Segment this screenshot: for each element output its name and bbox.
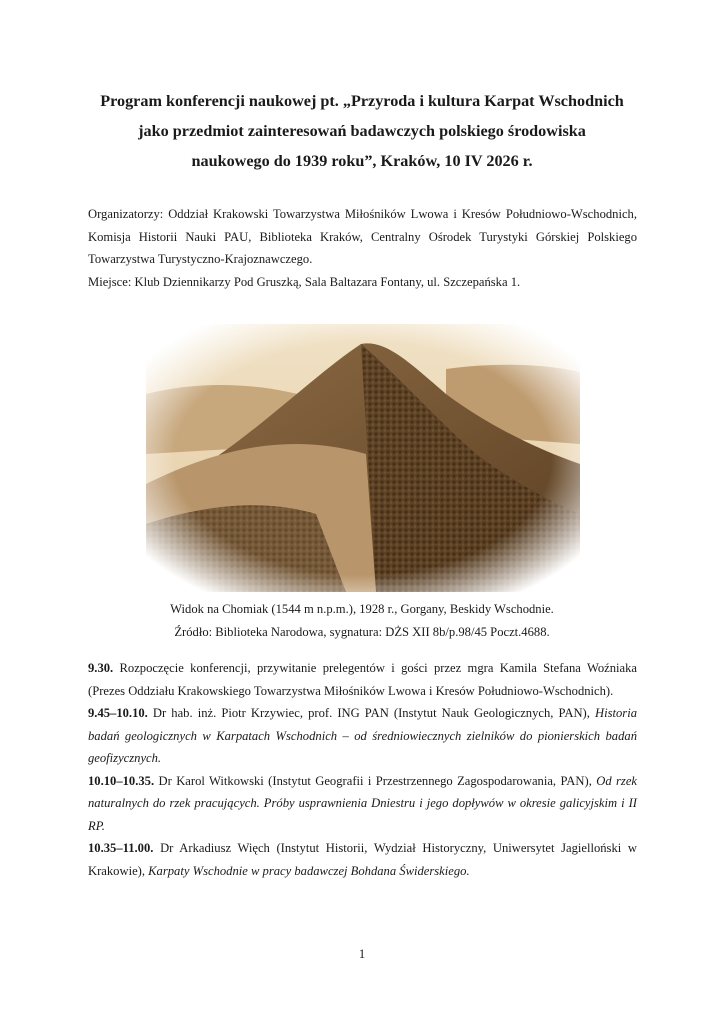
program-item xyxy=(88,702,637,770)
program-time: 10.35–11.00. xyxy=(88,841,154,855)
venue-text: Miejsce: Klub Dziennikarzy Pod Gruszką, Sala Baltazara Fontany, ul. Szczepańska 1. xyxy=(88,274,521,289)
caption-line-2: Źródło: Biblioteka Narodowa, sygnatura: DŻS XII 8b/p.98/45 Poczt.4688. xyxy=(174,624,550,639)
program-text: Rozpoczęcie konferencji, przywitanie prelegentów i gości przez mgra Kamila Stefana Woźniaka (Prezes Oddziału Krakowskiego Towarzystwa Miłośników Lwowa i Kresów Południowo-Wschodnich). xyxy=(88,661,637,698)
program-item xyxy=(88,770,637,838)
program-time: 9.30. xyxy=(88,661,114,675)
program-talk-title: Od rzek naturalnych do rzek pracujących. Próby usprawnienia Dniestru i jego dopływów w okresie galicyjskim i II RP. xyxy=(88,773,637,833)
program-text: Dr Karol Witkowski (Instytut Geografii i Przestrzennego Zagospodarowania, PAN), xyxy=(154,773,597,788)
program-time: 9.45–10.10. xyxy=(88,706,148,720)
title-line-2: jako przedmiot zainteresowań badawczych polskiego środowiska xyxy=(138,122,586,140)
figure-caption xyxy=(60,598,664,643)
program-text: Dr Arkadiusz Więch (Instytut Historii, Wydział Historyczny, Uniwersytet Jagielloński w Krakowie), xyxy=(88,841,637,878)
program-time: 10.10–10.35. xyxy=(88,773,155,788)
program-list xyxy=(88,657,637,882)
program-talk-title: Karpaty Wschodnie w pracy badawczej Bohdana Świderskiego. xyxy=(148,863,470,878)
organizers-block xyxy=(88,203,637,293)
program-talk-title: Historia badań geologicznych w Karpatach Wschodnich – od średniowiecznych zielników do pionierskich badań geofizycznych. xyxy=(88,706,637,765)
mountain-photo xyxy=(146,324,580,592)
program-text: Dr hab. inż. Piotr Krzywiec, prof. ING PAN (Instytut Nauk Geologicznych, PAN), xyxy=(147,706,595,720)
program-item xyxy=(88,837,637,882)
organizers-text: Organizatorzy: Oddział Krakowski Towarzystwa Miłośników Lwowa i Kresów Południowo-Wschodnich, Komisja Historii Nauki PAU, Biblioteka Kraków, Centralny Ośrodek Turystyki Górskiej Polskiego Towarzystwa Turystyczno-Krajoznawczego. xyxy=(88,207,637,266)
title-line-3: naukowego do 1939 roku”, Kraków, 10 IV 2026 r. xyxy=(191,152,533,170)
program-item xyxy=(88,657,637,702)
caption-line-1: Widok na Chomiak (1544 m n.p.m.), 1928 r., Gorgany, Beskidy Wschodnie. xyxy=(170,602,554,616)
document-title xyxy=(60,86,664,176)
page-number: 1 xyxy=(358,947,366,961)
title-line-1: Program konferencji naukowej pt. „Przyroda i kultura Karpat Wschodnich xyxy=(100,92,624,110)
photo-vignette xyxy=(146,324,580,592)
